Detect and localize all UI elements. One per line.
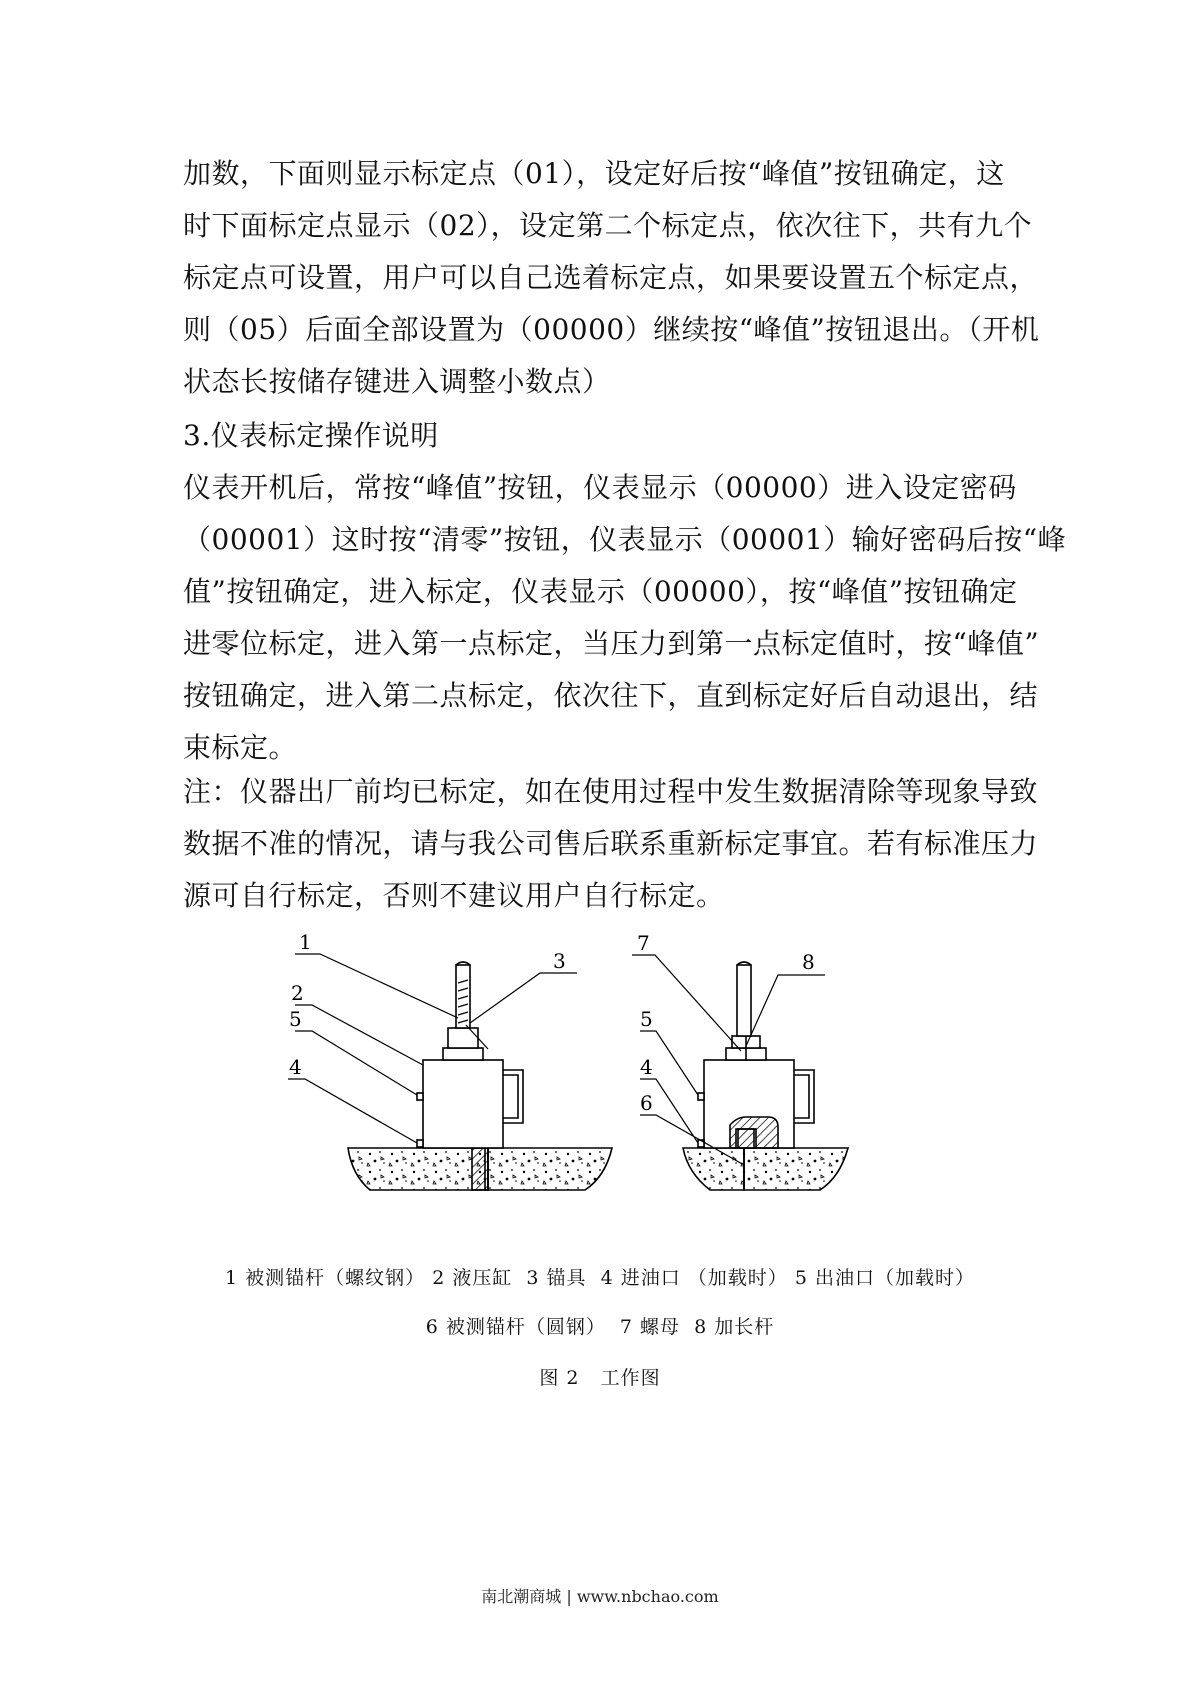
figure-legend-line-1: 1 被测锚杆（螺纹钢） 2 液压缸 3 锚具 4 进油口 （加载时） 5 出油口（加载时） [225, 1267, 975, 1289]
paragraph-calibration-points [183, 148, 1040, 408]
right-label-5: 5 [640, 1007, 653, 1031]
left-label-3: 3 [553, 949, 566, 973]
right-ground-block [683, 1148, 744, 1190]
text-line: 进零位标定，进入第一点标定，当压力到第一点标定值时，按“峰值” [183, 627, 1040, 660]
cylinder-handle [503, 1070, 523, 1123]
text-line: （00001）这时按“清零”按钮，仪表显示（00001）输好密码后按“峰 [183, 523, 1067, 556]
right-label-7: 7 [637, 931, 650, 955]
working-diagram [289, 915, 920, 1205]
right-label-6: 6 [640, 1091, 653, 1115]
left-label-5: 5 [289, 1007, 302, 1031]
left-label-4: 4 [289, 1055, 302, 1079]
text-line: 数据不准的情况，请与我公司售后联系重新标定事宜。若有标准压力 [183, 827, 1039, 860]
anchor [448, 1028, 478, 1048]
outlet-port [417, 1093, 423, 1100]
figure-caption: 图 2 工作图 [539, 1367, 661, 1389]
right-label-4: 4 [640, 1055, 653, 1079]
paragraph-note [183, 766, 1039, 922]
cylinder-handle-right [794, 1070, 814, 1123]
text-line: 加数，下面则显示标定点（01），设定好后按“峰值”按钮确定，这 [183, 157, 1005, 190]
text-line: 时下面标定点显示（02），设定第二个标定点，依次往下，共有九个 [183, 209, 1033, 242]
left-label-2: 2 [291, 981, 304, 1005]
right-assembly-diagram [632, 955, 848, 1190]
text-line: 源可自行标定，否则不建议用户自行标定。 [183, 879, 725, 912]
heading-text: 3.仪表标定操作说明 [183, 419, 439, 452]
footer-site-link[interactable]: 南北潮商城 | www.nbchao.com [481, 1587, 719, 1606]
left-label-1: 1 [299, 930, 312, 954]
hydraulic-cylinder [423, 1060, 503, 1148]
left-ground-block [348, 1148, 485, 1190]
outlet-port-right [698, 1093, 704, 1100]
text-line: 束标定。 [183, 731, 298, 764]
extension-rod [737, 965, 751, 1036]
figure-legend-line-2: 6 被测锚杆（圆钢） 7 螺母 8 加长杆 [425, 1316, 775, 1338]
text-line: 值”按钮确定，进入标定，仪表显示（00000），按“峰值”按钮确定 [183, 575, 1018, 608]
right-ground-block-right [744, 1148, 848, 1190]
right-label-8: 8 [802, 950, 815, 974]
text-line: 则（05）后面全部设置为（00000）继续按“峰值”按钮退出。（开机 [183, 313, 1040, 346]
left-ground-block-right [488, 1148, 612, 1190]
text-line: 按钮确定，进入第二点标定，依次往下，直到标定好后自动退出，结 [183, 679, 1039, 712]
section-heading [183, 410, 1023, 462]
text-line: 仪表开机后，常按“峰值”按钮，仪表显示（00000）进入设定密码 [183, 471, 1017, 504]
left-assembly-diagram [288, 954, 612, 1190]
inlet-port [417, 1140, 423, 1147]
text-line: 注：仪器出厂前均已标定，如在使用过程中发生数据清除等现象导致 [183, 775, 1039, 808]
paragraph-calibration-steps [183, 462, 1067, 774]
text-line: 状态长按储存键进入调整小数点） [183, 365, 611, 398]
text-line: 标定点可设置，用户可以自己选着标定点，如果要设置五个标定点， [183, 261, 1039, 294]
